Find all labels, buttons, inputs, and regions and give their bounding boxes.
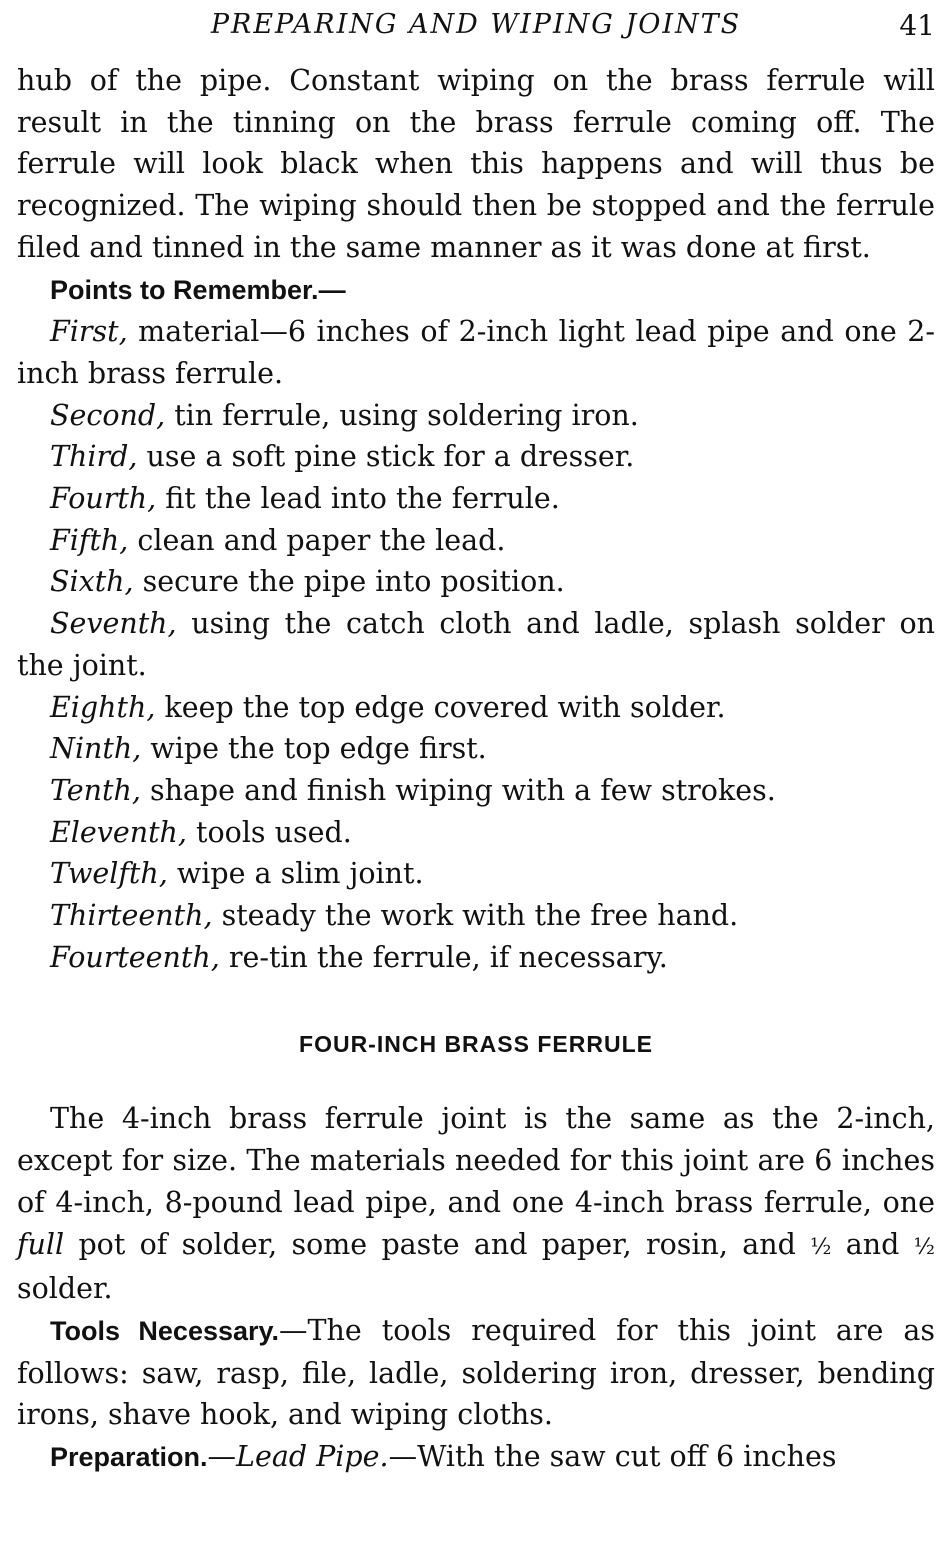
preparation-dash: —	[207, 1440, 237, 1474]
list-item-ordinal: Thirteenth,	[50, 899, 213, 933]
list-item	[17, 812, 935, 854]
fraction-one-half: ½	[810, 1234, 832, 1260]
intro-emphasis: full	[17, 1227, 65, 1261]
list-item-ordinal: Second,	[50, 398, 166, 432]
intro-text-4: solder.	[17, 1272, 113, 1306]
list-item-ordinal: Fourteenth,	[50, 940, 220, 974]
list-item-ordinal: Ninth,	[50, 732, 142, 766]
list-item-ordinal: Eleventh,	[50, 815, 187, 849]
list-item	[17, 436, 935, 478]
list-item-text: wipe a slim joint.	[167, 857, 424, 891]
book-page	[17, 0, 935, 1479]
list-item-text: tools used.	[186, 815, 352, 849]
list-item-text: secure the pipe into position.	[133, 565, 565, 599]
list-item-ordinal: Twelfth,	[50, 857, 168, 891]
list-item	[17, 853, 935, 895]
intro-text-1: The 4-inch brass ferrule joint is the same as the 2-inch, except for size. The materials needed for this joint are 6 inches of 4-inch, 8-pound lead pipe, and one 4-inch brass ferrule, one	[17, 1102, 935, 1219]
running-title: PREPARING AND WIPING JOINTS	[210, 9, 742, 40]
list-item-text: using the catch cloth and ladle, splash solder on the joint.	[17, 607, 935, 682]
list-item-text: steady the work with the free hand.	[212, 899, 739, 933]
list-item	[17, 687, 935, 729]
preparation-text: —With the saw cut off 6 inches	[388, 1440, 837, 1474]
tools-text: —The tools required for this joint are as follows: saw, rasp, file, ladle, soldering iron, dresser, bending irons, shave hook, and wiping cloths.	[17, 1313, 936, 1432]
list-item-text: wipe the top edge first.	[141, 732, 487, 766]
tools-paragraph	[17, 1310, 935, 1436]
list-item	[17, 895, 935, 937]
list-item-ordinal: Fourth,	[50, 482, 157, 516]
list-item	[17, 478, 935, 520]
list-item	[17, 395, 935, 437]
list-item-text: fit the lead into the ferrule.	[156, 482, 560, 516]
points-list	[17, 311, 935, 978]
list-item-ordinal: Third,	[50, 440, 138, 474]
running-head	[17, 0, 935, 60]
intro-text-3: and	[831, 1227, 914, 1261]
list-item	[17, 520, 935, 562]
list-item-text: clean and paper the lead.	[128, 523, 506, 557]
list-item-text: re-tin the ferrule, if necessary.	[219, 940, 668, 974]
list-item-ordinal: Sixth,	[50, 565, 134, 599]
preparation-sub-label: Lead Pipe.	[236, 1440, 389, 1474]
list-item-text: material—6 inches of 2-inch light lead pipe and one 2-inch brass ferrule.	[17, 315, 935, 390]
list-item	[17, 311, 935, 394]
section-heading: FOUR-INCH BRASS FERRULE	[299, 1031, 653, 1058]
points-heading: Points to Remember.—	[50, 274, 346, 305]
preparation-label: Preparation.	[50, 1442, 208, 1473]
list-item-text: keep the top edge covered with solder.	[155, 690, 726, 724]
list-item	[17, 561, 935, 603]
tools-label: Tools Necessary.	[50, 1315, 280, 1346]
list-item	[17, 937, 935, 979]
list-item-ordinal: Eighth,	[50, 690, 156, 724]
points-heading-line	[17, 269, 935, 312]
page-number: 41	[899, 9, 935, 42]
paragraph-continuation: hub of the pipe. Constant wiping on the brass ferrule will result in the tinning on the brass ferrule coming off. The ferrule will look black when this happens and will thus be recognized. The wiping should then be stopped and the ferrule filed and tinned in the same manner as it was done at first.	[17, 64, 935, 264]
list-item-ordinal: Seventh,	[50, 607, 177, 641]
section-intro-paragraph	[17, 1098, 935, 1310]
fraction-one-half: ½	[913, 1234, 935, 1260]
list-item-ordinal: First,	[50, 315, 128, 349]
list-item	[17, 770, 935, 812]
intro-text-2: pot of solder, some paste and paper, rosin, and	[64, 1227, 811, 1261]
list-item	[17, 728, 935, 770]
preparation-paragraph	[17, 1436, 935, 1479]
list-item-ordinal: Fifth,	[50, 523, 129, 557]
list-item-text: use a soft pine stick for a dresser.	[137, 440, 635, 474]
list-item-text: shape and finish wiping with a few strokes.	[140, 773, 776, 807]
list-item-text: tin ferrule, using soldering iron.	[165, 398, 639, 432]
list-item-ordinal: Tenth,	[50, 773, 141, 807]
list-item	[17, 603, 935, 686]
